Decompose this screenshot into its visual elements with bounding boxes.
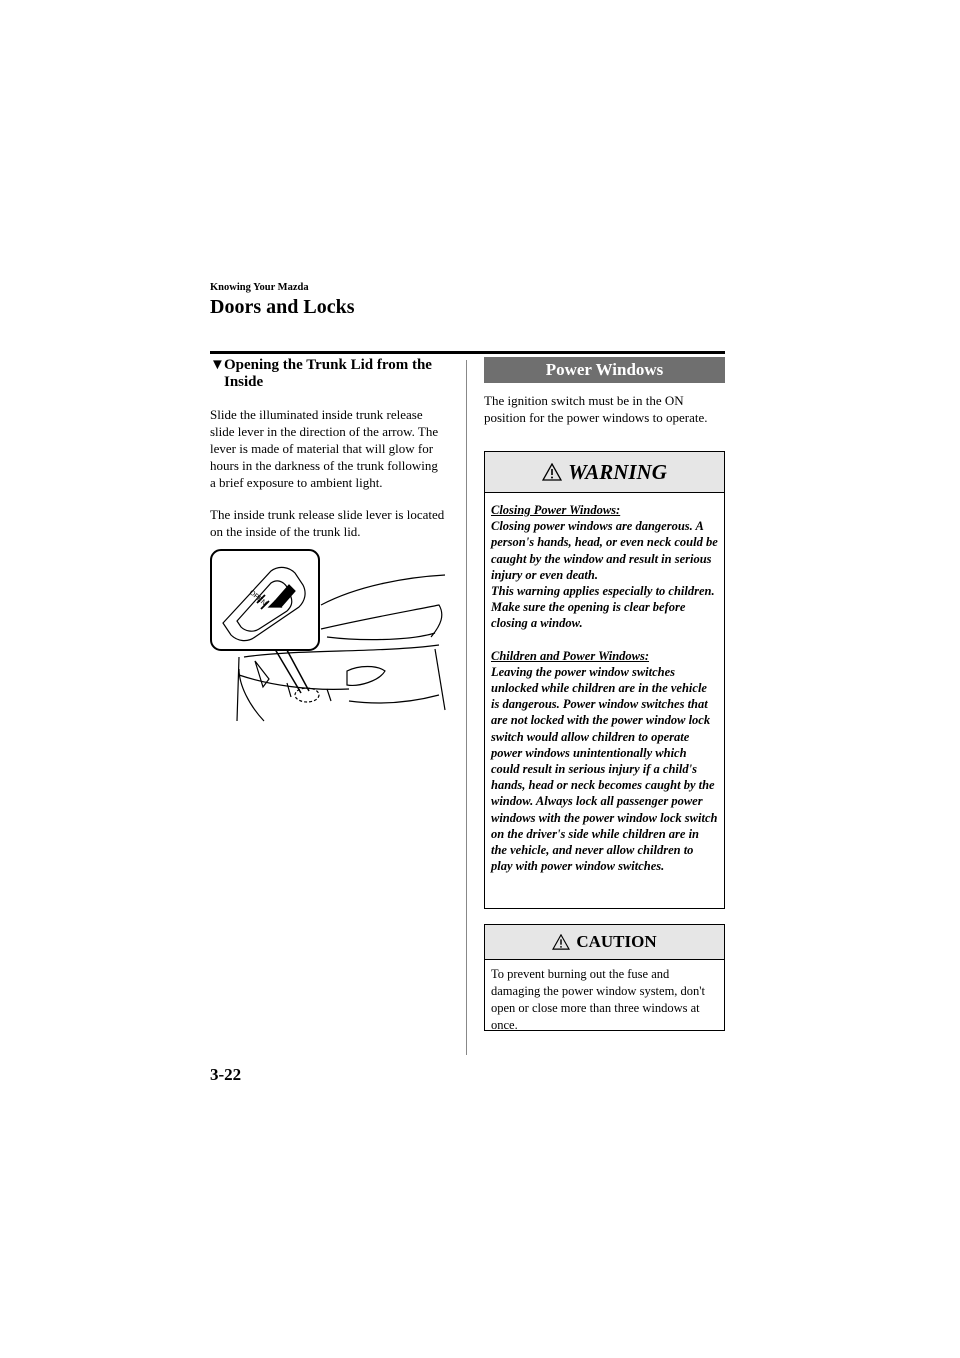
subsection-heading [210, 357, 445, 391]
paragraph-lever-location: The inside trunk release slide lever is located on the inside of the trunk lid. [210, 507, 445, 539]
warning-text-closing: Closing power windows are dangerous. A person's hands, head, or even neck could be caught by the window and result in serious injury or even death. [491, 519, 718, 582]
paragraph-trunk-release: Slide the illuminated inside trunk release slide lever in the direction of the arrow. The lever is made of material that will glow for hours in the darkness of the trunk following a brief exposure to ambient light. [210, 407, 439, 490]
open-label: OPEN [247, 589, 268, 608]
trunk-release-illustration [209, 545, 449, 725]
chapter-title: Doors and Locks [210, 296, 355, 318]
page-number: 3-22 [210, 1065, 242, 1084]
warning-triangle-icon [552, 934, 570, 950]
power-windows-intro: The ignition switch must be in the ON position for the power windows to operate. [484, 393, 708, 425]
caution-header [485, 925, 724, 960]
warning-header [485, 452, 724, 493]
warning-text-children: This warning applies especially to children. Make sure the opening is clear before closing a window. [491, 584, 715, 631]
section-banner: Power Windows [484, 357, 725, 383]
warning-text-lock-switch: Leaving the power window switches unlocked while children are in the vehicle is dangerous. Power window switches that are not locked with the power window lock switch would allow children to operate power windows unintentionally which could result in serious injury if a child's hands, head or neck becomes caught by the window. Always lock all passenger power windows with the power window lock switch on the driver's side while children are in the vehicle, and never allow children to play with power window switches. [491, 664, 718, 874]
section-label: Knowing Your Mazda [210, 282, 309, 293]
subsection-heading-line1: Opening the Trunk Lid from the [224, 357, 432, 373]
warning-heading-closing: Closing Power Windows: [491, 503, 621, 517]
warning-box [484, 451, 725, 909]
left-column [210, 354, 445, 540]
warning-triangle-icon [542, 463, 562, 481]
subsection-heading-line2: Inside [224, 374, 264, 390]
caution-title: CAUTION [576, 932, 657, 951]
caution-text: To prevent burning out the fuse and damaging the power window system, don't open or close more than three windows at once. [491, 967, 706, 1032]
right-column [484, 357, 725, 426]
caution-box [484, 924, 725, 1031]
column-divider [466, 360, 467, 1055]
warning-heading-children: Children and Power Windows: [491, 648, 650, 663]
warning-title: WARNING [568, 459, 667, 484]
down-triangle-icon: ▼ [210, 357, 225, 373]
warning-body [485, 493, 724, 874]
